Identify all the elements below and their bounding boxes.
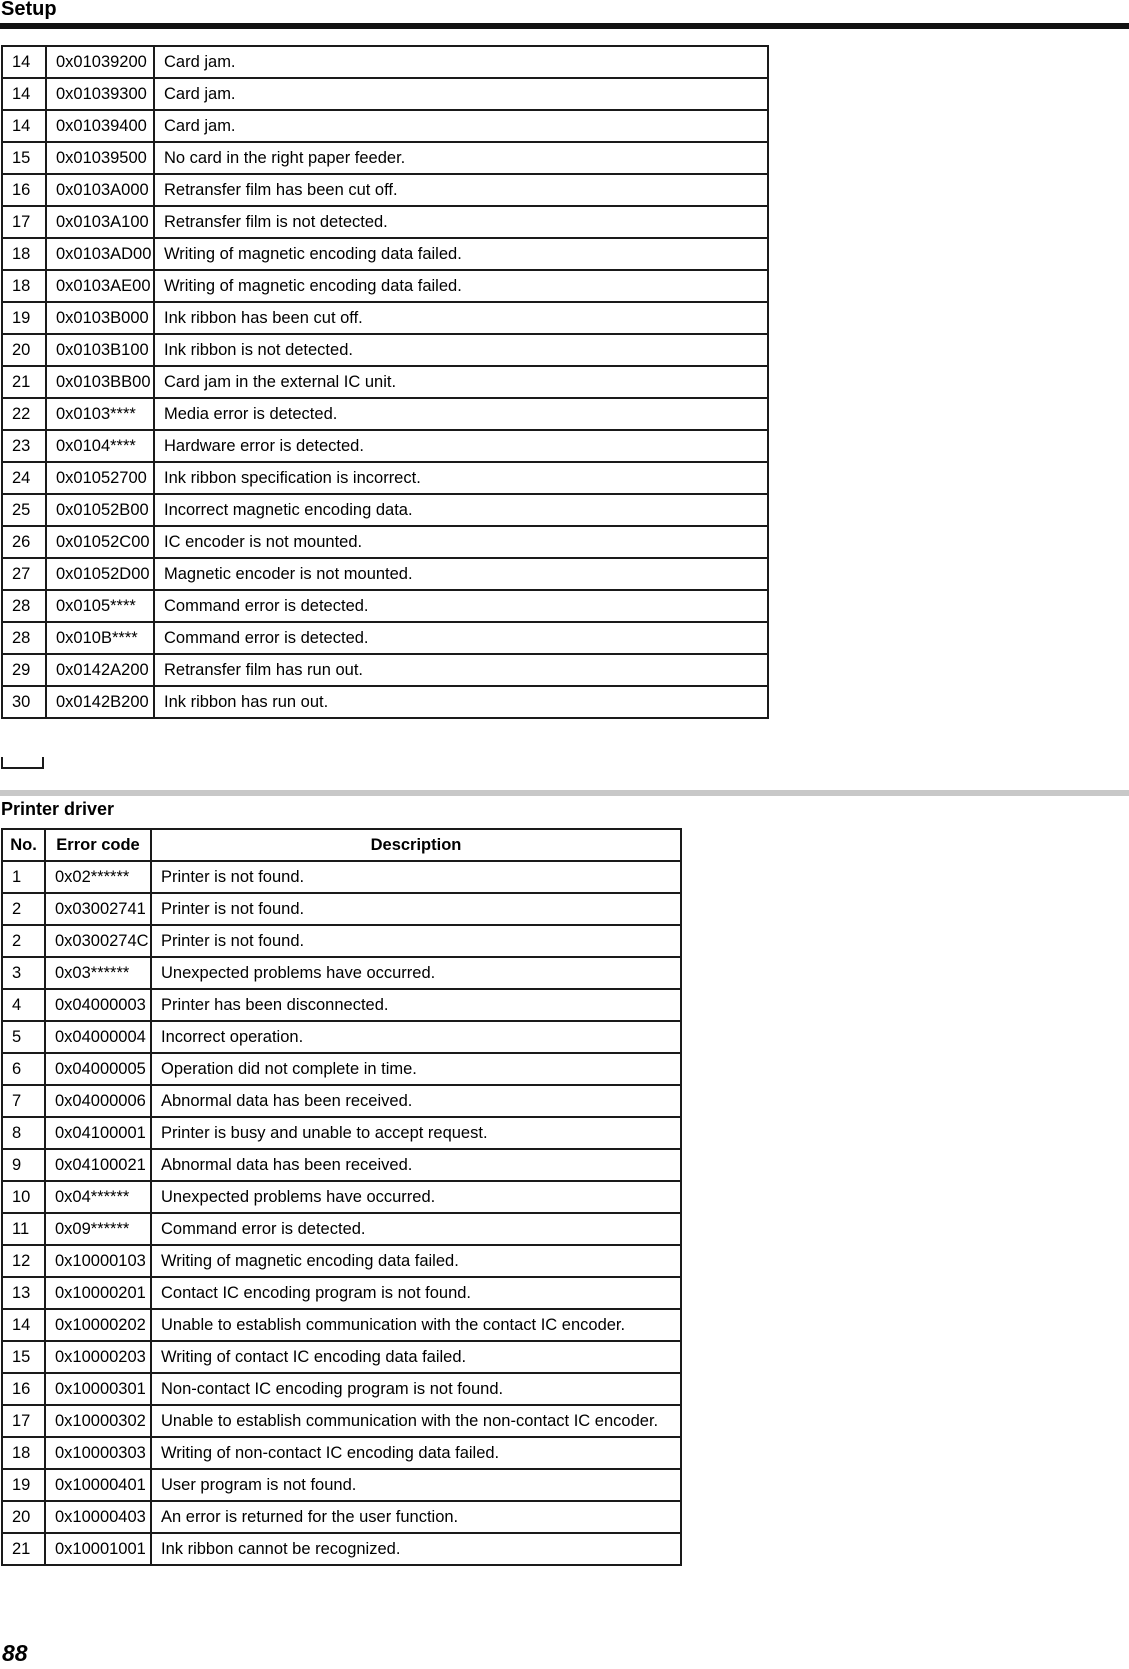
cell-error-code: 0x0103AE00 [46, 270, 154, 302]
cell-error-code: 0x10001001 [45, 1533, 151, 1565]
table-row [2, 1405, 681, 1437]
cell-no: 7 [2, 1085, 45, 1117]
cell-no: 20 [2, 1501, 45, 1533]
cell-description: Command error is detected. [154, 590, 768, 622]
cell-no: 17 [2, 1405, 45, 1437]
table-row [2, 622, 768, 654]
table-row [2, 1085, 681, 1117]
table-row [2, 1213, 681, 1245]
cell-no: 22 [2, 398, 46, 430]
cell-error-code: 0x10000302 [45, 1405, 151, 1437]
cell-error-code: 0x09****** [45, 1213, 151, 1245]
cell-no: 16 [2, 1373, 45, 1405]
cell-error-code: 0x04000005 [45, 1053, 151, 1085]
cell-error-code: 0x01052D00 [46, 558, 154, 590]
cell-description: Magnetic encoder is not mounted. [154, 558, 768, 590]
cell-no: 29 [2, 654, 46, 686]
cell-error-code: 0x03002741 [45, 893, 151, 925]
cell-error-code: 0x0103AD00 [46, 238, 154, 270]
cell-error-code: 0x0300274C [45, 925, 151, 957]
cell-description: Ink ribbon specification is incorrect. [154, 462, 768, 494]
page-header-title: Setup [1, 0, 57, 20]
table-row [2, 1117, 681, 1149]
cell-no: 2 [2, 893, 45, 925]
cell-description: Unable to establish communication with the non-contact IC encoder. [151, 1405, 681, 1437]
cell-no: 10 [2, 1181, 45, 1213]
table-row [2, 238, 768, 270]
cell-no: 14 [2, 110, 46, 142]
cell-no: 28 [2, 622, 46, 654]
cell-no: 21 [2, 366, 46, 398]
table-row [2, 430, 768, 462]
cell-error-code: 0x10000403 [45, 1501, 151, 1533]
cell-description: Abnormal data has been received. [151, 1085, 681, 1117]
cell-error-code: 0x01052700 [46, 462, 154, 494]
cell-description: Non-contact IC encoding program is not found. [151, 1373, 681, 1405]
cell-no: 3 [2, 957, 45, 989]
cell-error-code: 0x01039300 [46, 78, 154, 110]
table-row [2, 1309, 681, 1341]
table-row [2, 1533, 681, 1565]
cell-error-code: 0x0103**** [46, 398, 154, 430]
cell-error-code: 0x01052B00 [46, 494, 154, 526]
cell-description: Ink ribbon cannot be recognized. [151, 1533, 681, 1565]
cell-description: Retransfer film has run out. [154, 654, 768, 686]
table-row [2, 206, 768, 238]
cell-description: Printer is not found. [151, 925, 681, 957]
table-row [2, 302, 768, 334]
header-rule [0, 23, 1129, 29]
cell-description: IC encoder is not mounted. [154, 526, 768, 558]
table-row [2, 590, 768, 622]
cell-error-code: 0x04100021 [45, 1149, 151, 1181]
cell-no: 26 [2, 526, 46, 558]
table-row [2, 334, 768, 366]
cell-description: Writing of magnetic encoding data failed. [151, 1245, 681, 1277]
cell-error-code: 0x10000201 [45, 1277, 151, 1309]
cell-error-code: 0x04100001 [45, 1117, 151, 1149]
header-no: No. [2, 829, 45, 861]
table-row [2, 110, 768, 142]
table-row [2, 861, 681, 893]
cell-description: Writing of non-contact IC encoding data failed. [151, 1437, 681, 1469]
cell-no: 27 [2, 558, 46, 590]
cell-error-code: 0x01052C00 [46, 526, 154, 558]
cell-description: Printer has been disconnected. [151, 989, 681, 1021]
table-row [2, 654, 768, 686]
cell-error-code: 0x010B**** [46, 622, 154, 654]
cell-description: Printer is busy and unable to accept request. [151, 1117, 681, 1149]
table-row [2, 893, 681, 925]
cell-error-code: 0x10000401 [45, 1469, 151, 1501]
cell-description: An error is returned for the user function. [151, 1501, 681, 1533]
table-row [2, 558, 768, 590]
cell-description: Card jam in the external IC unit. [154, 366, 768, 398]
table-row [2, 686, 768, 718]
cell-description: Incorrect magnetic encoding data. [154, 494, 768, 526]
cell-error-code: 0x03****** [45, 957, 151, 989]
cell-description: Retransfer film is not detected. [154, 206, 768, 238]
cell-description: Command error is detected. [151, 1213, 681, 1245]
cell-no: 20 [2, 334, 46, 366]
table-row [2, 1437, 681, 1469]
cell-description: Writing of contact IC encoding data failed. [151, 1341, 681, 1373]
table-tail-cell [1, 757, 44, 769]
header-description: Description [151, 829, 681, 861]
cell-description: User program is not found. [151, 1469, 681, 1501]
table-row [2, 462, 768, 494]
table-row [2, 46, 768, 78]
cell-error-code: 0x0103BB00 [46, 366, 154, 398]
cell-error-code: 0x10000202 [45, 1309, 151, 1341]
cell-description: Hardware error is detected. [154, 430, 768, 462]
table-row [2, 174, 768, 206]
table-row [2, 366, 768, 398]
cell-description: Media error is detected. [154, 398, 768, 430]
table-row [2, 1277, 681, 1309]
cell-description: No card in the right paper feeder. [154, 142, 768, 174]
cell-error-code: 0x0103A000 [46, 174, 154, 206]
cell-description: Incorrect operation. [151, 1021, 681, 1053]
table-row [2, 1373, 681, 1405]
table-row [2, 1341, 681, 1373]
table-row [2, 78, 768, 110]
cell-description: Ink ribbon has been cut off. [154, 302, 768, 334]
cell-no: 4 [2, 989, 45, 1021]
cell-no: 15 [2, 142, 46, 174]
cell-no: 12 [2, 1245, 45, 1277]
cell-description: Printer is not found. [151, 893, 681, 925]
page-number: 88 [2, 1640, 28, 1666]
cell-description: Unable to establish communication with the contact IC encoder. [151, 1309, 681, 1341]
cell-description: Writing of magnetic encoding data failed. [154, 270, 768, 302]
cell-error-code: 0x10000203 [45, 1341, 151, 1373]
cell-no: 18 [2, 1437, 45, 1469]
cell-error-code: 0x04****** [45, 1181, 151, 1213]
cell-no: 24 [2, 462, 46, 494]
table-row [2, 1021, 681, 1053]
cell-description: Card jam. [154, 46, 768, 78]
table-row [2, 526, 768, 558]
cell-error-code: 0x0105**** [46, 590, 154, 622]
table-row [2, 270, 768, 302]
cell-description: Unexpected problems have occurred. [151, 957, 681, 989]
cell-no: 18 [2, 270, 46, 302]
cell-error-code: 0x0142B200 [46, 686, 154, 718]
table-row [2, 1501, 681, 1533]
printer-driver-table-body [2, 861, 681, 1565]
cell-error-code: 0x0103B100 [46, 334, 154, 366]
cell-error-code: 0x02****** [45, 861, 151, 893]
cell-description: Unexpected problems have occurred. [151, 1181, 681, 1213]
cell-no: 14 [2, 78, 46, 110]
cell-error-code: 0x01039200 [46, 46, 154, 78]
section-title: Printer driver [1, 799, 115, 819]
cell-error-code: 0x10000303 [45, 1437, 151, 1469]
table-row [2, 398, 768, 430]
cell-no: 1 [2, 861, 45, 893]
table-row [2, 1149, 681, 1181]
cell-description: Retransfer film has been cut off. [154, 174, 768, 206]
error-table-continued [1, 45, 769, 719]
cell-no: 17 [2, 206, 46, 238]
table-row [2, 1053, 681, 1085]
cell-no: 23 [2, 430, 46, 462]
cell-no: 14 [2, 1309, 45, 1341]
section-rule [0, 790, 1129, 796]
header-error-code: Error code [45, 829, 151, 861]
cell-error-code: 0x04000004 [45, 1021, 151, 1053]
cell-description: Writing of magnetic encoding data failed. [154, 238, 768, 270]
cell-error-code: 0x0103B000 [46, 302, 154, 334]
cell-error-code: 0x01039500 [46, 142, 154, 174]
cell-no: 14 [2, 46, 46, 78]
cell-no: 18 [2, 238, 46, 270]
cell-no: 9 [2, 1149, 45, 1181]
table-row [2, 957, 681, 989]
cell-description: Ink ribbon has run out. [154, 686, 768, 718]
table-row [2, 1181, 681, 1213]
table-row [2, 494, 768, 526]
error-table-continued-body [2, 46, 768, 718]
cell-no: 5 [2, 1021, 45, 1053]
table-row [2, 1469, 681, 1501]
cell-description: Card jam. [154, 110, 768, 142]
cell-description: Abnormal data has been received. [151, 1149, 681, 1181]
cell-no: 8 [2, 1117, 45, 1149]
cell-no: 13 [2, 1277, 45, 1309]
cell-no: 2 [2, 925, 45, 957]
cell-no: 11 [2, 1213, 45, 1245]
cell-error-code: 0x10000301 [45, 1373, 151, 1405]
cell-error-code: 0x0103A100 [46, 206, 154, 238]
table-row [2, 1245, 681, 1277]
cell-no: 21 [2, 1533, 45, 1565]
cell-description: Ink ribbon is not detected. [154, 334, 768, 366]
cell-description: Card jam. [154, 78, 768, 110]
cell-no: 15 [2, 1341, 45, 1373]
cell-no: 28 [2, 590, 46, 622]
cell-error-code: 0x04000003 [45, 989, 151, 1021]
cell-description: Contact IC encoding program is not found. [151, 1277, 681, 1309]
cell-no: 19 [2, 302, 46, 334]
cell-error-code: 0x10000103 [45, 1245, 151, 1277]
cell-description: Command error is detected. [154, 622, 768, 654]
cell-error-code: 0x0142A200 [46, 654, 154, 686]
cell-no: 6 [2, 1053, 45, 1085]
cell-no: 19 [2, 1469, 45, 1501]
table-row [2, 142, 768, 174]
cell-no: 25 [2, 494, 46, 526]
cell-error-code: 0x04000006 [45, 1085, 151, 1117]
table-row [2, 989, 681, 1021]
table-row [2, 925, 681, 957]
table-header-row [2, 829, 681, 861]
cell-description: Printer is not found. [151, 861, 681, 893]
cell-error-code: 0x0104**** [46, 430, 154, 462]
cell-no: 16 [2, 174, 46, 206]
cell-no: 30 [2, 686, 46, 718]
printer-driver-table [1, 828, 682, 1566]
cell-error-code: 0x01039400 [46, 110, 154, 142]
cell-description: Operation did not complete in time. [151, 1053, 681, 1085]
